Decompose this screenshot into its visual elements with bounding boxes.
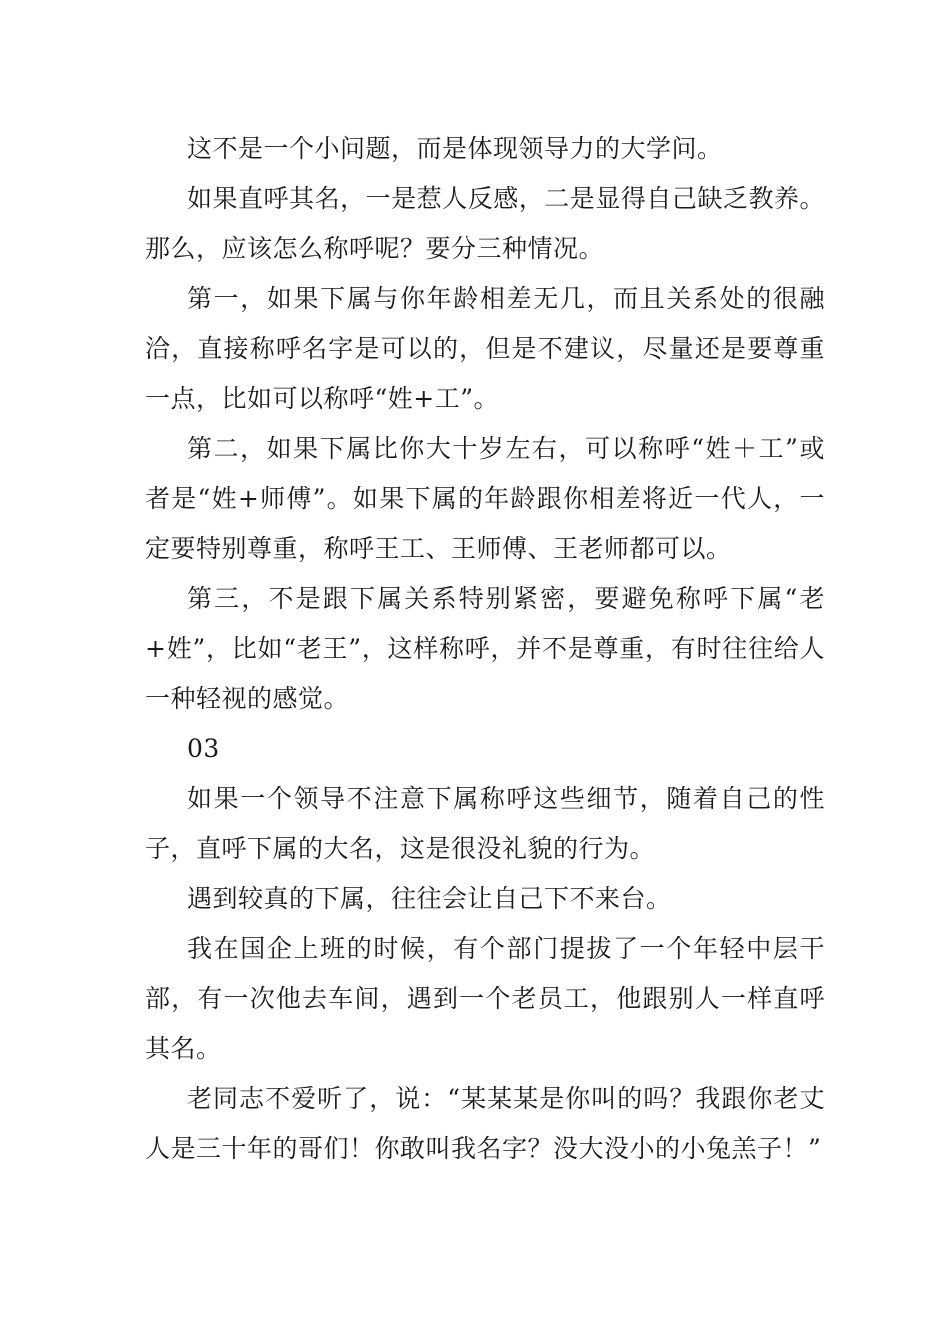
paragraph-first-case: 第一，如果下属与你年龄相差无几，而且关系处的很融洽，直接称呼名字是可以的，但是不建议，尽量还是要尊重一点，比如可以称呼“姓+工”。 xyxy=(145,284,825,413)
paragraph-second-case: 第二，如果下属比你大十岁左右，可以称呼“姓＋工”或者是“姓+师傅”。如果下属的年龄跟你相差将近一代人，一定要特别尊重，称呼王工、王师傅、王老师都可以。 xyxy=(145,434,825,563)
paragraph-quote: 老同志不爱听了，说：“某某某是你叫的吗？我跟你老丈人是三十年的哥们！你敢叫我名字？没大没小的小兔羔子！” xyxy=(145,1084,825,1163)
paragraph-anecdote: 我在国企上班的时候，有个部门提拔了一个年轻中层干部，有一次他去车间，遇到一个老员工，他跟别人一样直呼其名。 xyxy=(145,934,825,1063)
section-number: 03 xyxy=(187,734,220,763)
paragraph-intro: 这不是一个小问题，而是体现领导力的大学问。 xyxy=(187,134,723,163)
paragraph-leader-detail: 如果一个领导不注意下属称呼这些细节，随着自己的性子，直呼下属的大名，这是很没礼貌的行为。 xyxy=(145,784,825,863)
paragraph-serious-subordinate: 遇到较真的下属，往往会让自己下不来台。 xyxy=(187,884,672,913)
paragraph-third-case: 第三，不是跟下属关系特别紧密，要避免称呼下属“老+姓”，比如“老王”，这样称呼，并不是尊重，有时往往给人一种轻视的感觉。 xyxy=(145,584,825,713)
document-body xyxy=(145,124,825,1174)
paragraph-direct-name: 如果直呼其名，一是惹人反感，二是显得自己缺乏教养。那么，应该怎么称呼呢？要分三种情况。 xyxy=(145,184,825,263)
